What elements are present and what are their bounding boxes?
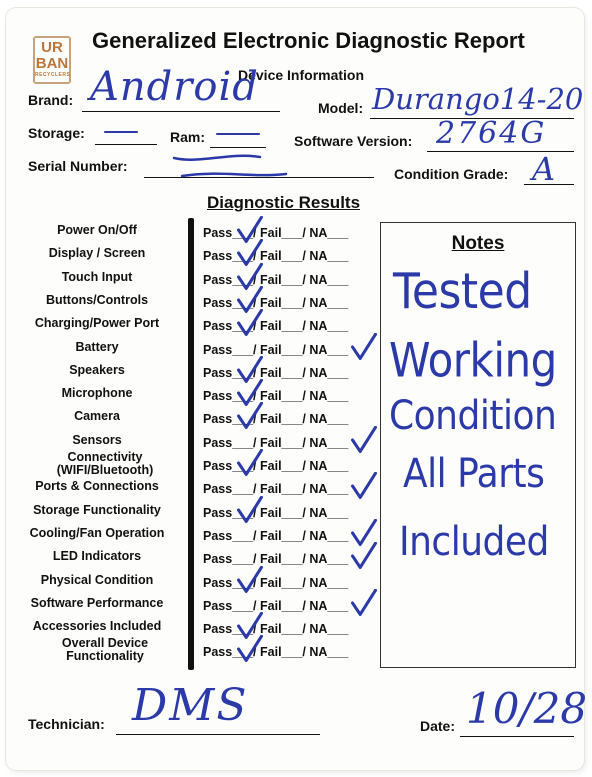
fail-option[interactable]: Fail___/ <box>260 295 306 310</box>
na-option[interactable]: NA___ <box>309 319 349 334</box>
diagnostic-row-label: Speakers <box>69 362 125 377</box>
model-label: Model: <box>318 100 364 116</box>
diagnostic-row-label: Buttons/Controls <box>45 292 149 307</box>
pass-option[interactable]: Pass___/ <box>203 412 257 427</box>
diagnostic-results-heading: Diagnostic Results <box>207 193 361 212</box>
fail-option[interactable]: Fail___/ <box>260 528 306 543</box>
na-option[interactable]: NA___ <box>309 622 349 637</box>
pass-fail-na <box>203 273 348 287</box>
notes-box <box>380 222 576 668</box>
diagnostic-row-label: Battery <box>75 339 119 354</box>
diagnostic-row-label: Display / Screen <box>48 246 146 261</box>
na-option[interactable]: NA___ <box>309 342 349 357</box>
grade-label: Condition Grade: <box>394 166 509 182</box>
diagnostic-row-label: Connectivity (WIFI/Bluetooth) <box>56 450 154 477</box>
pass-fail-na <box>203 436 348 450</box>
technician-label: Technician: <box>28 716 105 732</box>
notes-line-3: Condition <box>389 393 557 439</box>
technician-value: DMS <box>132 680 249 731</box>
storage-line <box>95 144 157 145</box>
checkmark-icon <box>350 333 378 361</box>
diagnostic-row-label: Accessories Included <box>32 619 162 634</box>
notes-title: Notes <box>451 233 505 254</box>
pass-fail-na <box>203 319 348 333</box>
pass-fail-na <box>203 343 348 357</box>
na-option[interactable]: NA___ <box>309 552 349 567</box>
fail-option[interactable]: Fail___/ <box>260 365 306 380</box>
logo-tag: RECYCLERS <box>35 72 71 78</box>
pass-fail-na <box>203 249 348 263</box>
pass-option[interactable]: Pass___/ <box>203 365 257 380</box>
checkmark-icon <box>236 449 264 477</box>
notes-line-2: Working <box>389 333 557 388</box>
pass-option[interactable]: Pass___/ <box>203 342 257 357</box>
pass-fail-na <box>203 459 348 473</box>
na-option[interactable]: NA___ <box>309 459 349 473</box>
fail-option[interactable]: Fail___/ <box>260 598 306 613</box>
technician-line <box>116 734 320 735</box>
na-option[interactable]: NA___ <box>309 365 349 380</box>
ram-label: Ram: <box>170 129 206 145</box>
checkmark-icon <box>236 496 264 524</box>
fail-option[interactable]: Fail___/ <box>260 459 306 473</box>
notes-line-4: All Parts <box>403 451 545 497</box>
fail-option[interactable]: Fail___/ <box>260 249 306 264</box>
fail-option[interactable]: Fail___/ <box>260 482 306 497</box>
na-option[interactable]: NA___ <box>309 435 349 450</box>
pass-option[interactable]: Pass___/ <box>203 598 257 613</box>
pass-option[interactable]: Pass___/ <box>203 482 257 497</box>
grade-value: A <box>532 150 557 188</box>
brand-label: Brand: <box>28 92 74 108</box>
diagnostic-row-label: Storage Functionality <box>33 502 161 517</box>
pass-fail-na <box>203 226 348 240</box>
pass-option[interactable]: Pass___/ <box>203 249 257 264</box>
notes-line-1: Tested <box>393 263 532 321</box>
diagnostic-row-label: Power On/Off <box>57 223 137 237</box>
checkmark-icon <box>350 589 378 617</box>
pass-option[interactable]: Pass___/ <box>203 645 257 660</box>
pass-fail-na <box>203 482 348 496</box>
logo-bottom: BAN <box>35 55 69 72</box>
diagnostic-row-label: LED Indicators <box>52 549 142 564</box>
serial-label: Serial Number: <box>28 158 128 174</box>
pass-option[interactable]: Pass___/ <box>203 435 257 450</box>
pass-option[interactable]: Pass___/ <box>203 389 257 404</box>
diagnostic-row-label: Microphone <box>61 386 133 401</box>
pass-fail-na <box>203 389 348 403</box>
diagnostic-row-label: Sensors <box>72 432 122 447</box>
date-line <box>460 736 574 737</box>
na-option[interactable]: NA___ <box>309 505 349 520</box>
na-option[interactable]: NA___ <box>309 412 349 427</box>
pass-option[interactable]: Pass___/ <box>203 226 257 240</box>
pass-fail-na <box>203 296 348 310</box>
pass-fail-na <box>203 622 348 636</box>
fail-option[interactable]: Fail___/ <box>260 342 306 357</box>
fail-option[interactable]: Fail___/ <box>260 389 306 404</box>
pass-option[interactable]: Pass___/ <box>203 505 257 520</box>
pass-option[interactable]: Pass___/ <box>203 622 257 637</box>
pass-fail-na <box>203 645 348 659</box>
date-value: 10/28 <box>466 684 588 733</box>
serial-scribble <box>170 148 290 180</box>
na-option[interactable]: NA___ <box>309 598 349 613</box>
pass-option[interactable]: Pass___/ <box>203 459 257 473</box>
device-info-heading: Device Information <box>238 67 365 83</box>
fail-option[interactable]: Fail___/ <box>260 622 306 637</box>
pass-fail-na <box>203 366 348 380</box>
notes-line-5: Included <box>399 519 549 565</box>
ram-dash <box>216 133 260 135</box>
na-option[interactable]: NA___ <box>309 295 349 310</box>
diagnostic-row-label: Charging/Power Port <box>34 316 160 331</box>
pass-fail-na <box>203 552 348 566</box>
model-value: Durango14-20 <box>372 82 584 116</box>
divider-bar <box>188 218 194 670</box>
date-label: Date: <box>420 718 456 734</box>
fail-option[interactable]: Fail___/ <box>260 575 306 590</box>
diagnostic-row-label: Touch Input <box>61 269 133 284</box>
pass-option[interactable]: Pass___/ <box>203 295 257 310</box>
fail-option[interactable]: Fail___/ <box>260 435 306 450</box>
checkmark-icon <box>350 426 378 454</box>
checkmark-icon <box>236 566 264 594</box>
pass-fail-na <box>203 412 348 426</box>
urban-logo <box>33 36 71 84</box>
fail-option[interactable]: Fail___/ <box>260 412 306 427</box>
fail-option[interactable]: Fail___/ <box>260 505 306 520</box>
software-value: 2764G <box>436 116 547 151</box>
pass-option[interactable]: Pass___/ <box>203 319 257 334</box>
na-option[interactable]: NA___ <box>309 575 349 590</box>
fail-option[interactable]: Fail___/ <box>260 226 306 240</box>
na-option[interactable]: NA___ <box>309 226 349 240</box>
pass-fail-na <box>203 506 348 520</box>
diagnostic-row-label: Physical Condition <box>40 572 154 587</box>
na-option[interactable]: NA___ <box>309 272 349 287</box>
pass-option[interactable]: Pass___/ <box>203 552 257 567</box>
diagnostic-row-label: Ports & Connections <box>35 479 159 494</box>
diagnostic-row-label: Cooling/Fan Operation <box>29 525 165 540</box>
fail-option[interactable]: Fail___/ <box>260 645 306 660</box>
report-title: Generalized Electronic Diagnostic Report <box>92 28 525 53</box>
na-option[interactable]: NA___ <box>309 249 349 264</box>
fail-option[interactable]: Fail___/ <box>260 272 306 287</box>
na-option[interactable]: NA___ <box>309 482 349 497</box>
pass-option[interactable]: Pass___/ <box>203 528 257 543</box>
na-option[interactable]: NA___ <box>309 528 349 543</box>
checkmark-icon <box>236 635 264 663</box>
storage-label: Storage: <box>28 125 85 141</box>
checkmark-icon <box>350 472 378 500</box>
pass-fail-na <box>203 599 348 613</box>
na-option[interactable]: NA___ <box>309 645 349 660</box>
checkmark-icon <box>350 542 378 570</box>
pass-option[interactable]: Pass___/ <box>203 272 257 287</box>
storage-dash <box>104 131 138 133</box>
fail-option[interactable]: Fail___/ <box>260 319 306 334</box>
checkmark-icon <box>236 309 264 337</box>
pass-fail-na <box>203 576 348 590</box>
na-option[interactable]: NA___ <box>309 389 349 404</box>
pass-fail-na <box>203 529 348 543</box>
logo-top: UR <box>41 39 63 56</box>
diagnostic-row-label: Software Performance <box>30 595 164 610</box>
checkmark-icon <box>236 402 264 430</box>
diagnostic-row-label: Camera <box>74 409 120 424</box>
brand-value: Android <box>90 64 259 110</box>
fail-option[interactable]: Fail___/ <box>260 552 306 567</box>
diagnostic-row-label: Overall Device Functionality <box>61 636 149 664</box>
brand-line <box>82 111 280 112</box>
software-label: Software Version: <box>294 133 413 149</box>
pass-option[interactable]: Pass___/ <box>203 575 257 590</box>
